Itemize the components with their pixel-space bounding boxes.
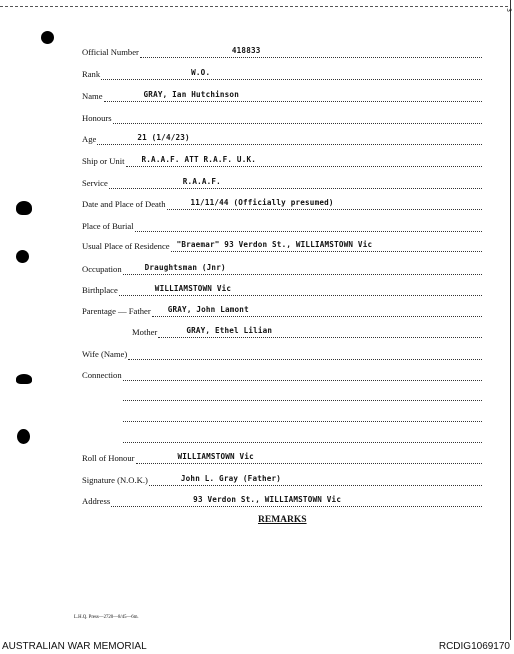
rank-label: Rank: [82, 69, 101, 79]
usual-residence-row: [82, 238, 482, 252]
honours-row: [82, 110, 482, 124]
remarks-heading: REMARKS: [258, 515, 307, 525]
occupation-label: Occupation: [82, 264, 122, 274]
father-label: Parentage — Father: [82, 306, 151, 316]
mother-row: [132, 324, 482, 338]
signature-label: Signature (N.O.K.): [82, 475, 148, 485]
punch-hole-mark: [17, 429, 30, 444]
date-place-death-row: [82, 196, 482, 210]
father-row: [82, 303, 482, 317]
punch-hole-mark: [41, 31, 54, 44]
birthplace-label: Birthplace: [82, 285, 118, 295]
honours-label: Honours: [82, 113, 112, 123]
rank-value: W.O.: [191, 68, 211, 77]
name-label: Name: [82, 91, 103, 101]
age-value: 21 (1/4/23): [137, 133, 190, 142]
connection-continuation-line: [122, 387, 482, 401]
roll-of-honour-row: [82, 450, 482, 464]
connection-continuation-line: [122, 429, 482, 443]
place-of-burial-label: Place of Burial: [82, 221, 134, 231]
top-border-rule: [0, 6, 508, 7]
service-label: Service: [82, 178, 108, 188]
occupation-row: [82, 261, 482, 275]
official-number-label: Official Number: [82, 47, 139, 57]
signature-row: [82, 472, 482, 486]
occupation-value: Draughtsman (Jnr): [144, 263, 226, 272]
connection-continuation-line: [122, 408, 482, 422]
date-place-death-value: 11/11/44 (Officially presumed): [190, 198, 334, 207]
roll-of-honour-label: Roll of Honour: [82, 453, 135, 463]
footer-archive-name: AUSTRALIAN WAR MEMORIAL: [2, 641, 147, 652]
official-number-row: [82, 44, 482, 58]
address-label: Address: [82, 496, 111, 506]
corner-number: 3: [505, 8, 512, 12]
service-row: [82, 175, 482, 189]
punch-hole-mark: [16, 374, 32, 384]
address-row: [82, 493, 482, 507]
place-of-burial-row: [82, 218, 482, 232]
rank-row: [82, 66, 482, 80]
signature-value: John L. Gray (Father): [180, 474, 282, 483]
name-value: GRAY, Ian Hutchinson: [143, 90, 239, 99]
printer-imprint: L.H.Q. Press—2720—8/45—6m.: [74, 615, 139, 620]
footer-record-id: RCDIG1069170: [438, 641, 510, 652]
connection-row: [82, 367, 482, 381]
ship-or-unit-label: Ship or Unit: [82, 156, 125, 166]
age-label: Age: [82, 134, 97, 144]
date-place-death-label: Date and Place of Death: [82, 199, 166, 209]
usual-residence-label: Usual Place of Residence: [82, 241, 170, 251]
ship-or-unit-row: [82, 153, 482, 167]
connection-label: Connection: [82, 370, 122, 380]
birthplace-value: WILLIAMSTOWN Vic: [154, 284, 232, 293]
wife-row: [82, 346, 482, 360]
mother-value: GRAY, Ethel Lilian: [186, 326, 273, 335]
roll-of-honour-value: WILLIAMSTOWN Vic: [177, 452, 254, 461]
mother-label: Mother: [132, 327, 158, 337]
punch-hole-mark: [16, 250, 29, 263]
age-row: [82, 131, 482, 145]
name-row: [82, 88, 482, 102]
ship-or-unit-value: R.A.A.F. ATT R.A.F. U.K.: [141, 155, 257, 164]
address-value: 93 Verdon St., WILLIAMSTOWN Vic: [193, 495, 342, 504]
birthplace-row: [82, 282, 482, 296]
wife-label: Wife (Name): [82, 349, 128, 359]
usual-residence-value: "Braemar" 93 Verdon St., WILLIAMSTOWN Vic: [176, 240, 373, 249]
service-value: R.A.A.F.: [182, 177, 221, 186]
father-value: GRAY, John Lamont: [167, 305, 249, 314]
official-number-value: 418833: [231, 46, 261, 55]
right-border-rule: [510, 0, 511, 640]
punch-hole-mark: [16, 201, 32, 215]
